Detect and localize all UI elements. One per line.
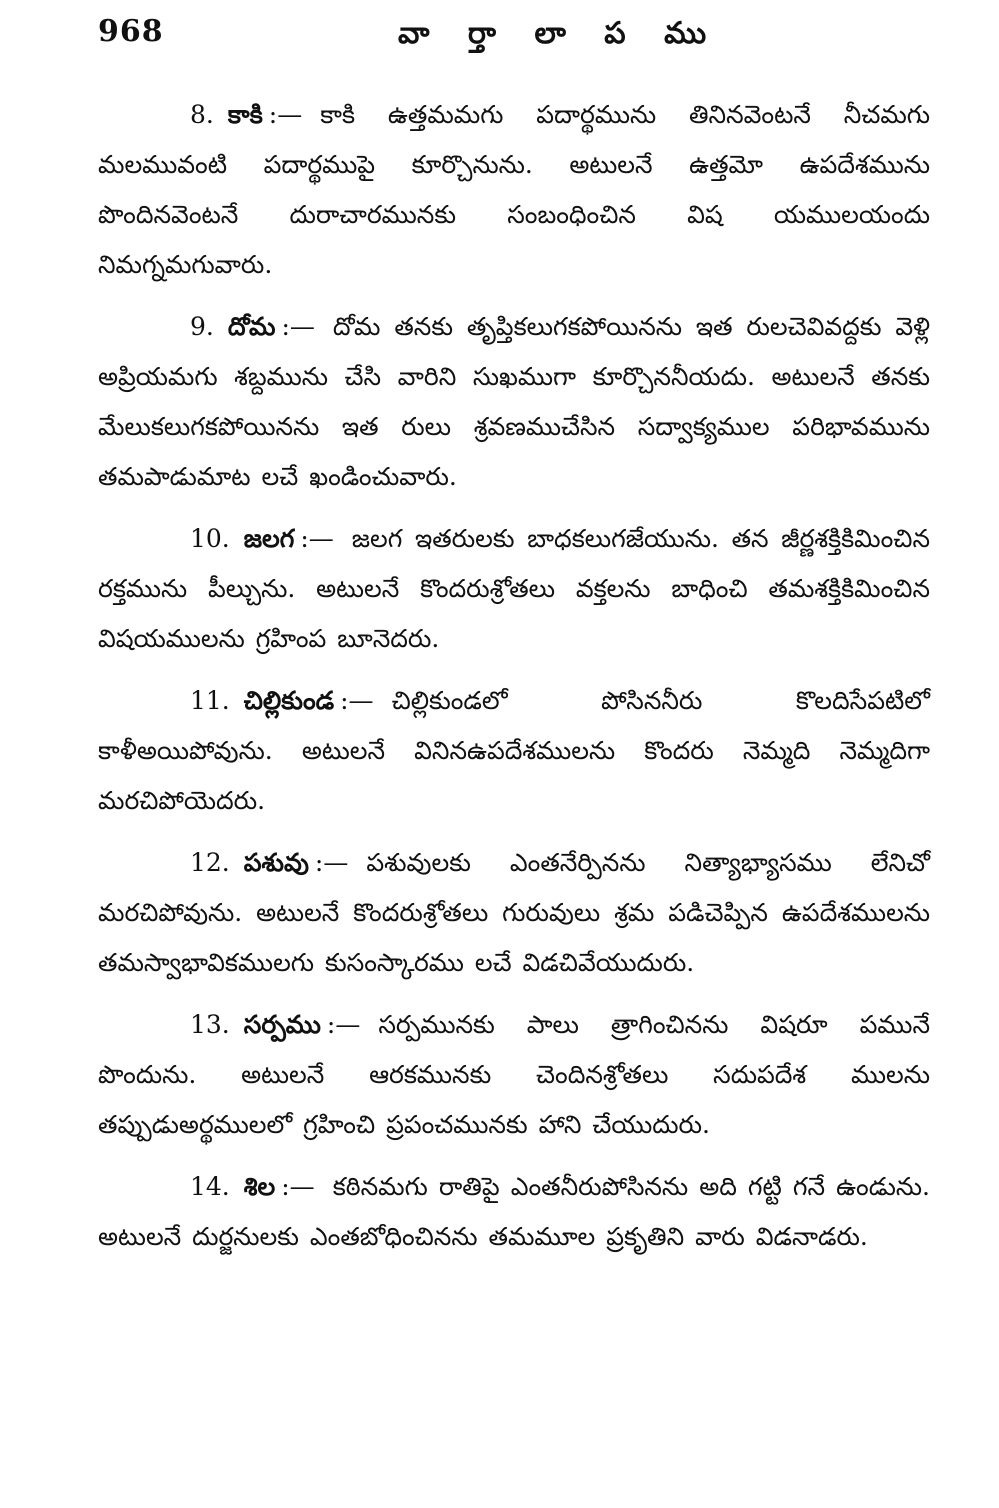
entry-text: జలగ ఇతరులకు బాధకలుగజేయును. తన జీర్ణశక్తికిమించిన రక్తమును పీల్చును. అటులనే కొందరుశ్రోతలు వక్తలను బాధించి తమశక్తికిమించిన విషయములను గ్రహింప బూనెదరు. (98, 524, 930, 653)
page-number: 968 (98, 14, 164, 49)
entry-term: కాకి (227, 100, 263, 129)
entry-separator: :— (340, 686, 374, 715)
page-header (98, 14, 928, 64)
entry-text: పశువులకు ఎంతనేర్పినను నిత్యాభ్యాసము లేనిచో మరచిపోవును. అటులనే కొందరుశ్రోతలు గురువులు శ్రమ పడిచెప్పిన ఉపదేశములను తమస్వాభావికములగు కుసంస్కారము లచే విడచివేయుదురు. (98, 848, 930, 977)
entry-text: కఠినమగు రాతిపై ఎంతనీరుపోసినను అది గట్టి గనే ఉండును. అటులనే దుర్జనులకు ఎంతబోధించినను తమమూల ప్రకృతిని వారు విడనాడరు. (98, 1172, 930, 1251)
entry-number: 13. (190, 1010, 230, 1039)
entry-separator: :— (314, 848, 349, 877)
entry-13 (98, 1000, 930, 1150)
entry-separator: :— (281, 1172, 315, 1201)
running-title: వా ర్తా లా ప ము (398, 16, 721, 51)
entry-9 (98, 302, 930, 502)
entry-text: సర్పమునకు పాలు త్రాగించినను విషరూ పమునే పొందును. అటులనే ఆరకమునకు చెందినశ్రోతలు సదుపదేశ ములను తప్పుడుఅర్థములలో గ్రహించి ప్రపంచమునకు హాని చేయుదురు. (98, 1010, 930, 1139)
entry-separator: :— (281, 312, 315, 341)
entry-11 (98, 676, 930, 826)
entry-separator: :— (326, 1010, 361, 1039)
entry-term: సర్పము (243, 1010, 321, 1039)
entry-separator: :— (268, 100, 303, 129)
entry-number: 10. (190, 524, 230, 553)
entry-separator: :— (300, 524, 334, 553)
entry-text: దోమ తనకు తృప్తికలుగకపోయినను ఇత రులచెవివద్దకు వెళ్లి అప్రియమగు శబ్దమును చేసి వారిని సుఖముగా కూర్చొననీయదు. అటులనే తనకు మేలుకలుగకపోయినను ఇత రులు శ్రవణముచేసిన సద్వాక్యముల పరిభావమును తమపాడుమాట లచే ఖండించువారు. (98, 312, 930, 491)
entry-term: శిల (243, 1172, 276, 1201)
entry-10 (98, 514, 930, 664)
entry-14 (98, 1162, 930, 1262)
entry-number: 9. (190, 312, 214, 341)
entry-number: 8. (190, 100, 214, 129)
entry-number: 12. (190, 848, 230, 877)
entry-term: చిల్లికుండ (243, 686, 335, 715)
entry-term: పశువు (243, 848, 309, 877)
entry-number: 11. (190, 686, 230, 715)
entry-text: కాకి ఉత్తమమగు పదార్థమును తినినవెంటనే నీచమగు మలమువంటి పదార్థముపై కూర్చొనును. అటులనే ఉత్తమో ఉపదేశమును పొందినవెంటనే దురాచారమునకు సంబంధించిన విష యములయందు నిమగ్నమగువారు. (98, 100, 930, 279)
entry-term: దోమ (227, 312, 276, 341)
entry-12 (98, 838, 930, 988)
entry-term: జలగ (243, 524, 295, 553)
entry-number: 14. (190, 1172, 230, 1201)
entry-8 (98, 90, 930, 290)
page-body (98, 90, 930, 1274)
entry-text: చిల్లికుండలో పోసిననీరు కొలదిసేపటిలో కాళీఅయిపోవును. అటులనే వినినఉపదేశములను కొందరు నెమ్మది నెమ్మదిగా మరచిపోయెదరు. (98, 686, 930, 815)
